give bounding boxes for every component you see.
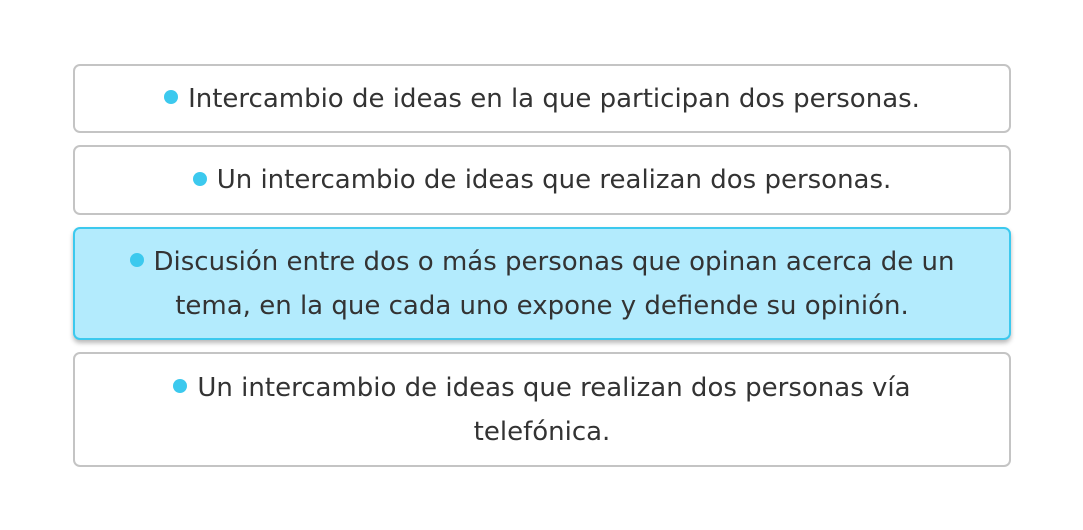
- answer-option-2-label: Un intercambio de ideas que realizan dos personas.: [216, 165, 892, 195]
- answer-options-list: [73, 64, 1011, 479]
- answer-option-3-label: Discusión entre dos o más personas que opinan acerca de un tema, en la que cada uno expone y defiende su opinión.: [153, 246, 955, 321]
- bullet-dot-icon: [130, 253, 144, 267]
- answer-option-2-content: [193, 158, 892, 202]
- answer-option-2[interactable]: [73, 145, 1011, 215]
- answer-option-1[interactable]: [73, 64, 1011, 133]
- answer-option-1-content: [164, 77, 920, 121]
- answer-option-3-selected[interactable]: [73, 227, 1011, 340]
- answer-option-4-label: Un intercambio de ideas que realizan dos personas vía telefónica.: [197, 372, 911, 447]
- answer-option-3-content: [115, 240, 969, 328]
- bullet-dot-icon: [164, 90, 178, 104]
- answer-option-4-content: [115, 366, 969, 454]
- answer-option-4[interactable]: [73, 352, 1011, 467]
- bullet-dot-icon: [193, 172, 207, 186]
- answer-option-1-label: Intercambio de ideas en la que participan dos personas.: [188, 83, 920, 114]
- bullet-dot-icon: [173, 379, 187, 393]
